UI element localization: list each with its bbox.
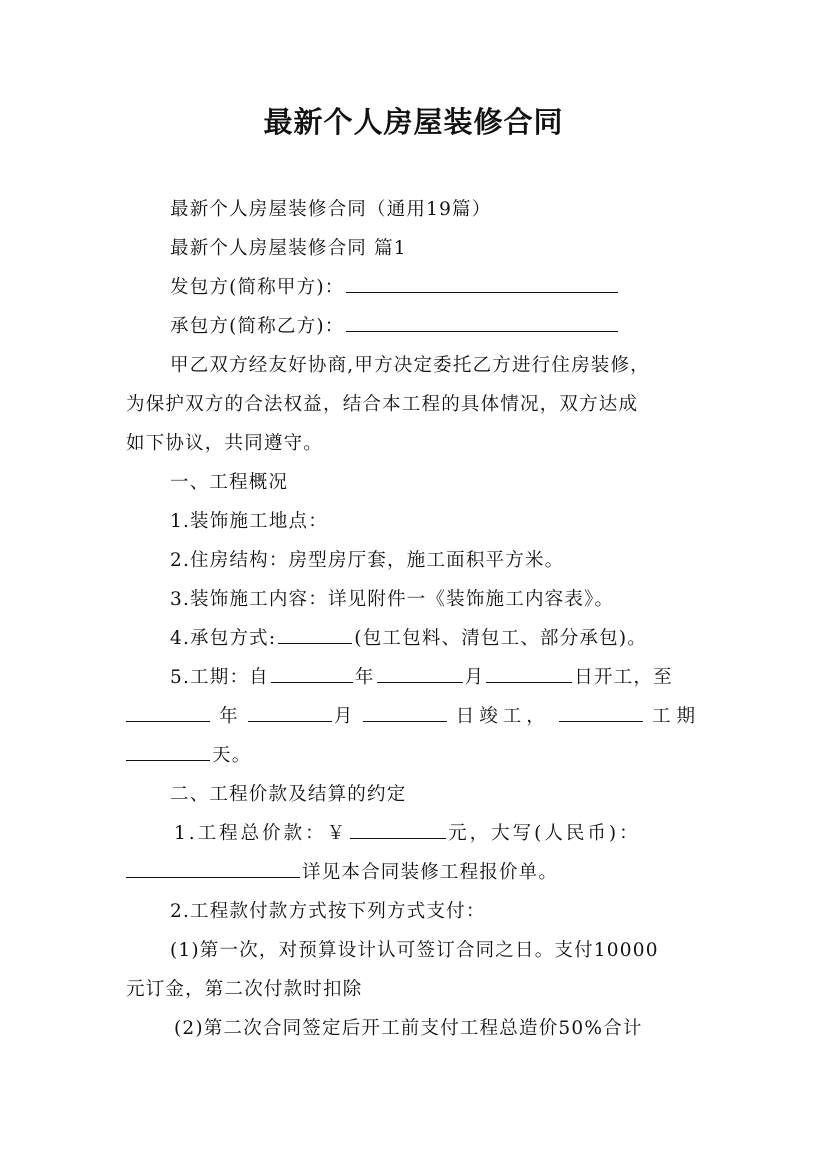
section-1-heading: 一、工程概况 — [170, 472, 289, 493]
item-5-schedule-line-1 — [170, 666, 673, 690]
start-label: 日开工，至 — [574, 667, 673, 688]
year-label: 年 — [354, 667, 375, 688]
price-line-1 — [174, 822, 641, 846]
period-label: 工期 — [651, 706, 701, 727]
party-a-label: 发包方(简称甲方)： — [170, 277, 345, 298]
item-4-suffix: (包工包料、清包工、部分承包)。 — [354, 628, 647, 649]
end-year-blank — [126, 705, 210, 722]
item-4-contract-type — [170, 627, 647, 651]
section-2-heading: 二、工程价款及结算的约定 — [170, 784, 407, 805]
item-4-blank — [278, 627, 352, 644]
section-heading: 最新个人房屋装修合同 篇1 — [170, 238, 407, 259]
item-5-schedule-line-2 — [126, 705, 701, 729]
intro-paragraph-line-2: 为保护双方的合法权益，结合本工程的具体情况，双方达成 — [126, 394, 639, 415]
month-label: 月 — [464, 667, 485, 688]
year-label-2: 年 — [219, 706, 239, 727]
end-day-blank — [363, 705, 447, 722]
item-5-schedule-line-3 — [126, 744, 251, 768]
payment-1-line-2: 元订金，第二次付款时扣除 — [126, 979, 363, 1000]
intro-paragraph-line-1: 甲乙双方经友好协商,甲方决定委托乙方进行住房装修， — [170, 355, 650, 376]
party-a-line — [170, 276, 620, 300]
days-label: 天。 — [212, 745, 252, 766]
end-label: 日竣工， — [455, 706, 550, 727]
start-year-blank — [271, 666, 353, 683]
month-label-2: 月 — [333, 706, 354, 727]
end-month-blank — [248, 705, 332, 722]
start-day-blank — [486, 666, 572, 683]
intro-paragraph-line-3: 如下协议，共同遵守。 — [126, 433, 324, 454]
item-1-location: 1.装饰施工地点： — [170, 511, 328, 532]
start-month-blank — [377, 666, 463, 683]
party-b-label: 承包方(简称乙方)： — [170, 316, 345, 337]
payment-heading: 2.工程款付款方式按下列方式支付： — [170, 901, 486, 922]
item-4-prefix: 4.承包方式: — [170, 628, 277, 649]
party-b-line — [170, 315, 620, 339]
document-subtitle: 最新个人房屋装修合同（通用19篇） — [170, 199, 492, 220]
party-b-blank — [346, 315, 618, 332]
payment-2-line-1: (2)第二次合同签定后开工前支付工程总造价50%合计 — [174, 1018, 643, 1039]
price-words-blank — [126, 861, 300, 878]
price-mid: 元，大写(人民币)： — [448, 823, 641, 844]
party-a-blank — [346, 276, 618, 293]
days-blank — [126, 744, 210, 761]
price-line-2 — [126, 861, 558, 885]
period-blank — [559, 705, 643, 722]
item-5-prefix: 5.工期：自 — [170, 667, 269, 688]
item-3-content: 3.装饰施工内容：详见附件一《装饰施工内容表》。 — [170, 589, 615, 610]
price-suffix: 详见本合同装修工程报价单。 — [302, 862, 559, 883]
price-prefix: 1.工程总价款：￥ — [174, 823, 349, 844]
payment-1-line-1: (1)第一次，对预算设计认可签订合同之日。支付10000 — [170, 940, 659, 961]
price-amount-blank — [350, 822, 446, 839]
document-title: 最新个人房屋装修合同 — [263, 105, 564, 139]
item-2-structure: 2.住房结构：房型房厅套，施工面积平方米。 — [170, 550, 565, 571]
